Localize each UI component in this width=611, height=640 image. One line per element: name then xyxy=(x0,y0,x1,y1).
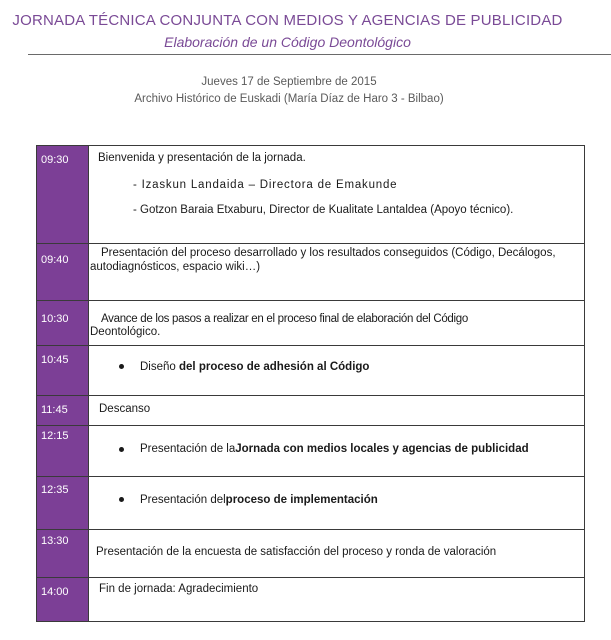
agenda-description xyxy=(89,345,585,395)
agenda-text-bold: proceso de implementación xyxy=(225,493,378,506)
agenda-row xyxy=(37,530,585,577)
bullet-icon xyxy=(119,447,124,452)
agenda-description xyxy=(89,146,585,244)
document-subtitle: Elaboración de un Código Deontológico xyxy=(164,34,411,50)
agenda-row xyxy=(37,577,585,621)
agenda-row xyxy=(37,476,585,529)
agenda-row xyxy=(37,345,585,395)
agenda-text-bold: del proceso de adhesión al Código xyxy=(179,360,370,373)
agenda-text-line: Avance de los pasos a realizar en el proceso final de elaboración del Código xyxy=(101,313,468,326)
agenda-row xyxy=(37,146,585,244)
speaker-line: - Izaskun Landaida – Directora de Emakunde xyxy=(133,179,398,191)
agenda-text-line: Fin de jornada: Agradecimiento xyxy=(99,582,259,595)
agenda-time: 14:00 xyxy=(37,577,89,621)
header-divider xyxy=(28,54,611,55)
agenda-row xyxy=(37,426,585,476)
agenda-text-line: Descanso xyxy=(99,403,151,416)
agenda-description xyxy=(89,426,585,476)
agenda-time: 13:30 xyxy=(37,530,89,577)
speaker-line: - Gotzon Baraia Etxaburu, Director de Kualitate Lantaldea (Apoyo técnico). xyxy=(133,204,514,216)
agenda-text-prefix: Presentación del xyxy=(140,493,226,506)
agenda-description xyxy=(89,396,585,426)
agenda-time: 09:30 xyxy=(37,146,89,244)
agenda-text-bold: Jornada con medios locales y agencias de publicidad xyxy=(235,443,529,456)
agenda-description xyxy=(89,243,585,300)
agenda-time: 10:45 xyxy=(37,345,89,395)
agenda-text-line: Presentación de la encuesta de satisfacción del proceso y ronda de valoración xyxy=(96,546,497,559)
bullet-icon xyxy=(119,497,124,502)
agenda-description xyxy=(89,530,585,577)
agenda-time: 11:45 xyxy=(37,396,89,426)
agenda-row xyxy=(37,243,585,300)
agenda-text-line: Presentación del proceso desarrollado y los resultados conseguidos (Código, Decálogos, xyxy=(101,246,556,259)
agenda-time: 12:35 xyxy=(37,476,89,529)
agenda-text-prefix: Presentación de la xyxy=(140,443,236,456)
agenda-time: 12:15 xyxy=(37,426,89,476)
agenda-item-title: Bienvenida y presentación de la jornada. xyxy=(98,152,306,164)
document-title: JORNADA TÉCNICA CONJUNTA CON MEDIOS Y AGENCIAS DE PUBLICIDAD xyxy=(12,12,563,29)
agenda-row xyxy=(37,396,585,426)
agenda-time: 09:40 xyxy=(37,243,89,300)
agenda-description xyxy=(89,476,585,529)
bullet-icon xyxy=(119,364,124,369)
agenda-text-prefix: Diseño xyxy=(140,360,176,373)
agenda-text-line: autodiagnósticos, espacio wiki…) xyxy=(90,260,261,273)
agenda-description xyxy=(89,301,585,345)
agenda-time: 10:30 xyxy=(37,301,89,345)
event-date: Jueves 17 de Septiembre de 2015 xyxy=(201,76,377,88)
agenda-text-line: Deontológico. xyxy=(90,326,161,339)
agenda-description xyxy=(89,577,585,621)
agenda-table xyxy=(36,145,585,622)
agenda-row xyxy=(37,301,585,345)
event-location: Archivo Histórico de Euskadi (María Díaz de Haro 3 - Bilbao) xyxy=(134,93,444,105)
